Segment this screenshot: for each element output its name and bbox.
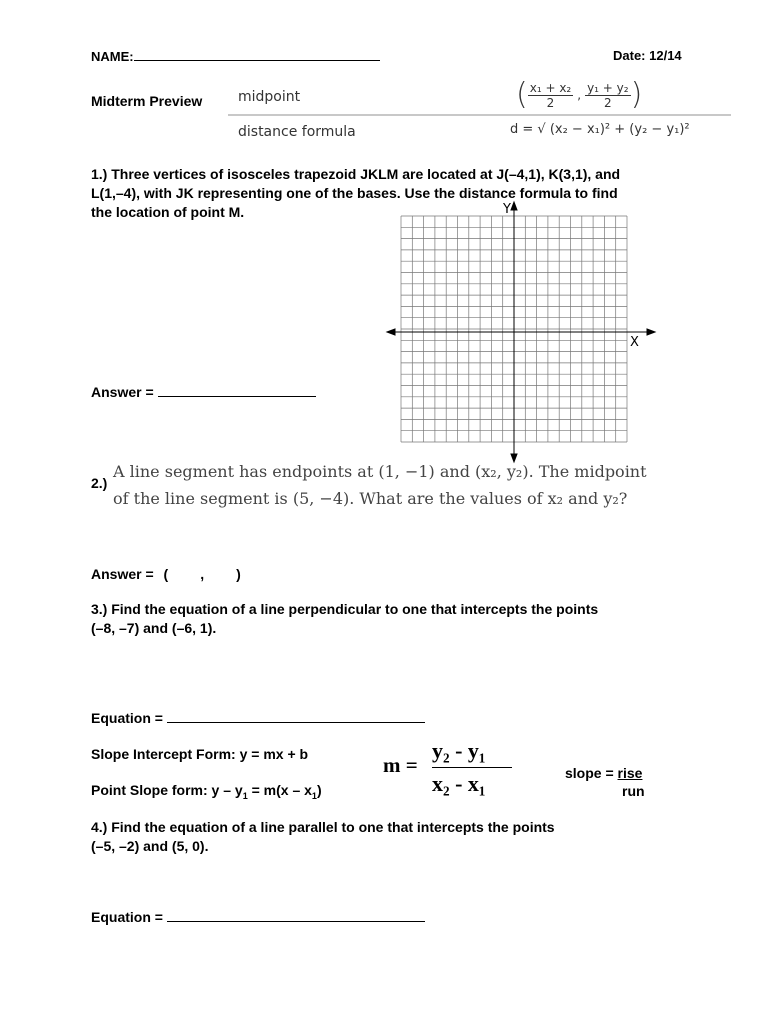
q1-answer — [91, 383, 316, 402]
q1-answer-blank[interactable] — [158, 383, 316, 397]
q2-answer: Answer = ( , ) — [91, 566, 241, 582]
slope-rise-run — [565, 764, 642, 783]
question-1: 1.) Three vertices of isosceles trapezoid JKLM are located at J(–4,1), K(3,1), and L(1,–4), with JK representing one of the bases. Use the distance formula to find the location of point M. — [91, 166, 621, 220]
run-label: run — [622, 783, 645, 799]
formula-divider — [228, 114, 731, 116]
y-axis-arrow-up — [511, 202, 517, 210]
distance-formula: d = √ (x₂ − x₁)² + (y₂ − y₁)² — [510, 122, 690, 137]
x-axis-arrow-right — [647, 329, 655, 335]
midpoint-label: midpoint — [238, 89, 301, 105]
slope-intercept-form: Slope Intercept Form: y = mx + b — [91, 746, 309, 762]
q2-number: 2.) — [91, 475, 108, 491]
date-label: Date: 12/14 — [613, 48, 682, 63]
q4-equation-label: Equation = — [91, 909, 163, 925]
name-label: NAME: — [91, 49, 134, 64]
q4-equation-blank[interactable] — [167, 908, 425, 922]
y-axis-label: Y — [503, 202, 511, 217]
point-slope-form: Point Slope form: $y - y_1 = m(x - x_1)$ — [91, 782, 322, 801]
q3-equation-label: Equation = — [91, 710, 163, 726]
midpoint-formula: ( $\frac{\text{x₁ + x₂}}{2}$ , $\frac{\text{y₁ + y₂}}{2}$ ) — [516, 77, 643, 112]
question-2: A line segment has endpoints at (1, −1) and (x₂, y₂). The midpoint of the line segment is (5, −4). What are the values of x₂ and y₂? — [113, 462, 647, 508]
slope-m: m = — [383, 753, 418, 777]
q3-equation — [91, 709, 425, 728]
name-blank[interactable] — [134, 48, 380, 61]
q1-answer-label: Answer = — [91, 384, 154, 400]
q4-equation — [91, 908, 425, 927]
slope-denominator: x₂ - x₁ — [432, 771, 486, 796]
coordinate-grid — [385, 200, 675, 465]
q2-answer-label: Answer = — [91, 566, 154, 582]
question-3: 3.) Find the equation of a line perpendicular to one that intercepts the points (–8, –7) and (–6, 1). — [91, 601, 599, 636]
question-4: 4.) Find the equation of a line parallel to one that intercepts the points (–5, –2) and (5, 0). — [91, 819, 555, 854]
rise-label: rise — [617, 765, 643, 781]
distance-label: distance formula — [238, 124, 356, 140]
x-axis-label: X — [630, 335, 639, 350]
q3-equation-blank[interactable] — [167, 709, 425, 723]
slope-numerator: y₂ - y₁ — [432, 737, 512, 768]
page-title: Midterm Preview — [91, 93, 203, 109]
x-axis-arrow-left — [387, 329, 395, 335]
slope-word: slope = — [565, 765, 614, 781]
slope-formula — [432, 737, 512, 798]
name-field — [91, 48, 380, 64]
